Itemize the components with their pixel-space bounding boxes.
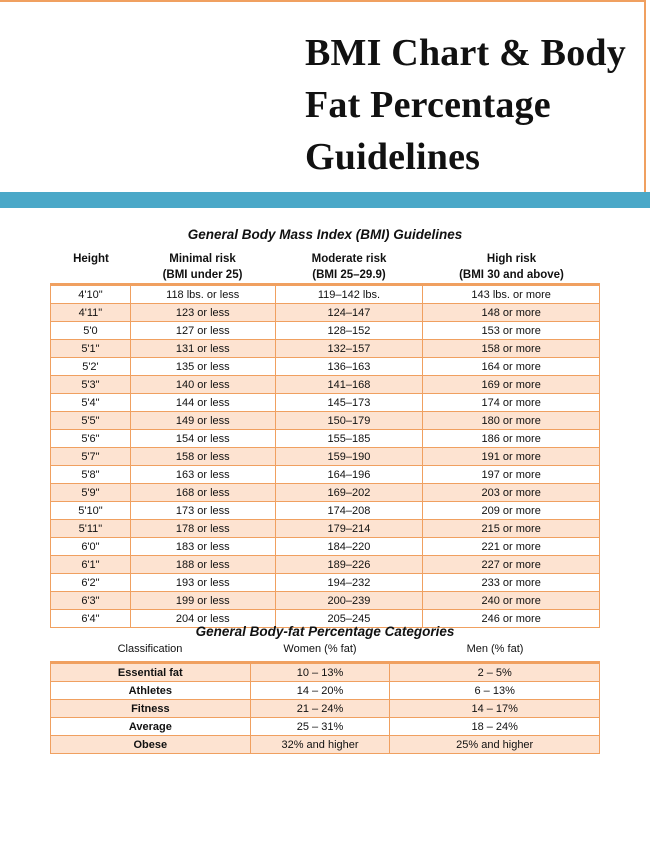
- header-women: Women (% fat): [283, 643, 357, 655]
- cell-height: 5'9": [51, 484, 131, 502]
- cell-high: 169 or more: [423, 376, 600, 394]
- cell-minimal: 127 or less: [130, 322, 275, 340]
- table-row: [51, 556, 600, 574]
- cell-classification: Essential fat: [51, 663, 251, 682]
- table-row: [51, 412, 600, 430]
- cell-height: 5'5": [51, 412, 131, 430]
- cell-classification: Fitness: [51, 700, 251, 718]
- cell-minimal: 131 or less: [130, 340, 275, 358]
- cell-height: 4'11": [51, 304, 131, 322]
- cell-men: 2 – 5%: [390, 663, 600, 682]
- cell-height: 5'6": [51, 430, 131, 448]
- cell-height: 5'2': [51, 358, 131, 376]
- bmi-table: [50, 283, 600, 628]
- cell-high: 148 or more: [423, 304, 600, 322]
- header-high-label: High risk: [486, 253, 537, 265]
- cell-height: 5'11": [51, 520, 131, 538]
- cell-high: 233 or more: [423, 574, 600, 592]
- header-classification: Classification: [117, 643, 183, 655]
- cell-height: 5'10": [51, 502, 131, 520]
- cell-high: 180 or more: [423, 412, 600, 430]
- cell-height: 5'3": [51, 376, 131, 394]
- table-row: [51, 574, 600, 592]
- blue-divider-bar: [0, 192, 650, 208]
- table-row: [51, 718, 600, 736]
- table-row: [51, 736, 600, 754]
- header-moderate-sub: (BMI 25–29.9): [312, 269, 386, 281]
- cell-women: 14 – 20%: [250, 682, 390, 700]
- table-row: [51, 430, 600, 448]
- cell-men: 18 – 24%: [390, 718, 600, 736]
- cell-high: 209 or more: [423, 502, 600, 520]
- cell-high: 246 or more: [423, 610, 600, 628]
- cell-height: 6'3": [51, 592, 131, 610]
- cell-high: 197 or more: [423, 466, 600, 484]
- cell-moderate: 155–185: [275, 430, 423, 448]
- cell-minimal: 158 or less: [130, 448, 275, 466]
- header-high-sub: (BMI 30 and above): [459, 269, 564, 281]
- cell-men: 6 – 13%: [390, 682, 600, 700]
- table-row: [51, 304, 600, 322]
- cell-moderate: 159–190: [275, 448, 423, 466]
- cell-height: 5'4": [51, 394, 131, 412]
- cell-men: 25% and higher: [390, 736, 600, 754]
- table-row: [51, 484, 600, 502]
- cell-moderate: 205–245: [275, 610, 423, 628]
- cell-height: 5'7": [51, 448, 131, 466]
- cell-minimal: 123 or less: [130, 304, 275, 322]
- header-men: Men (% fat): [466, 643, 524, 655]
- cell-high: 153 or more: [423, 322, 600, 340]
- cell-moderate: 150–179: [275, 412, 423, 430]
- cell-height: 5'1": [51, 340, 131, 358]
- header-minimal-label: Minimal risk: [169, 253, 236, 265]
- table-row: [51, 340, 600, 358]
- cell-high: 174 or more: [423, 394, 600, 412]
- cell-high: 158 or more: [423, 340, 600, 358]
- cell-classification: Average: [51, 718, 251, 736]
- table-row: [51, 285, 600, 304]
- cell-minimal: 154 or less: [130, 430, 275, 448]
- title-line-3: Guidelines: [305, 136, 481, 178]
- table-row: [51, 394, 600, 412]
- page-title: [305, 27, 645, 183]
- bodyfat-table: [50, 661, 600, 754]
- cell-minimal: 204 or less: [130, 610, 275, 628]
- cell-classification: Obese: [51, 736, 251, 754]
- table-row: [51, 682, 600, 700]
- cell-high: 191 or more: [423, 448, 600, 466]
- cell-women: 21 – 24%: [250, 700, 390, 718]
- cell-moderate: 145–173: [275, 394, 423, 412]
- cell-height: 6'1": [51, 556, 131, 574]
- cell-high: 143 lbs. or more: [423, 285, 600, 304]
- cell-minimal: 140 or less: [130, 376, 275, 394]
- header-high-risk: [423, 251, 600, 283]
- cell-moderate: 128–152: [275, 322, 423, 340]
- cell-minimal: 188 or less: [130, 556, 275, 574]
- title-line-1: BMI Chart & Body: [305, 32, 626, 74]
- table-row: [51, 466, 600, 484]
- table-row: [51, 538, 600, 556]
- cell-classification: Athletes: [51, 682, 251, 700]
- cell-moderate: 179–214: [275, 520, 423, 538]
- cell-high: 221 or more: [423, 538, 600, 556]
- cell-men: 14 – 17%: [390, 700, 600, 718]
- cell-high: 240 or more: [423, 592, 600, 610]
- cell-women: 32% and higher: [250, 736, 390, 754]
- cell-height: 5'8": [51, 466, 131, 484]
- cell-minimal: 168 or less: [130, 484, 275, 502]
- cell-moderate: 136–163: [275, 358, 423, 376]
- table-row: [51, 700, 600, 718]
- table-row: [51, 502, 600, 520]
- cell-moderate: 119–142 lbs.: [275, 285, 423, 304]
- header-moderate-label: Moderate risk: [311, 253, 387, 265]
- title-line-2: Fat Percentage: [305, 84, 551, 126]
- cell-moderate: 174–208: [275, 502, 423, 520]
- header-minimal-risk: [130, 251, 275, 283]
- header-minimal-sub: (BMI under 25): [162, 269, 243, 281]
- cell-minimal: 149 or less: [130, 412, 275, 430]
- header-moderate-risk: [275, 251, 423, 283]
- cell-minimal: 199 or less: [130, 592, 275, 610]
- cell-high: 186 or more: [423, 430, 600, 448]
- table-row: [51, 358, 600, 376]
- cell-minimal: 118 lbs. or less: [130, 285, 275, 304]
- cell-minimal: 163 or less: [130, 466, 275, 484]
- cell-height: 6'2": [51, 574, 131, 592]
- cell-minimal: 173 or less: [130, 502, 275, 520]
- bmi-section-title: General Body Mass Index (BMI) Guidelines: [187, 227, 463, 242]
- table-row: [51, 592, 600, 610]
- table-row: [51, 376, 600, 394]
- cell-moderate: 189–226: [275, 556, 423, 574]
- cell-moderate: 141–168: [275, 376, 423, 394]
- cell-moderate: 200–239: [275, 592, 423, 610]
- cell-height: 5'0: [51, 322, 131, 340]
- cell-moderate: 184–220: [275, 538, 423, 556]
- table-row: [51, 663, 600, 682]
- cell-moderate: 164–196: [275, 466, 423, 484]
- cell-minimal: 193 or less: [130, 574, 275, 592]
- cell-moderate: 194–232: [275, 574, 423, 592]
- cell-minimal: 183 or less: [130, 538, 275, 556]
- bodyfat-section-title: General Body-fat Percentage Categories: [195, 624, 455, 639]
- cell-high: 215 or more: [423, 520, 600, 538]
- cell-moderate: 124–147: [275, 304, 423, 322]
- cell-moderate: 169–202: [275, 484, 423, 502]
- cell-minimal: 178 or less: [130, 520, 275, 538]
- table-row: [51, 520, 600, 538]
- cell-height: 4'10": [51, 285, 131, 304]
- cell-high: 227 or more: [423, 556, 600, 574]
- cell-high: 164 or more: [423, 358, 600, 376]
- header-height: Height: [73, 253, 109, 265]
- cell-height: 6'0": [51, 538, 131, 556]
- table-row: [51, 448, 600, 466]
- cell-minimal: 135 or less: [130, 358, 275, 376]
- cell-height: 6'4": [51, 610, 131, 628]
- table-row: [51, 322, 600, 340]
- cell-women: 25 – 31%: [250, 718, 390, 736]
- cell-moderate: 132–157: [275, 340, 423, 358]
- cell-women: 10 – 13%: [250, 663, 390, 682]
- cell-minimal: 144 or less: [130, 394, 275, 412]
- cell-high: 203 or more: [423, 484, 600, 502]
